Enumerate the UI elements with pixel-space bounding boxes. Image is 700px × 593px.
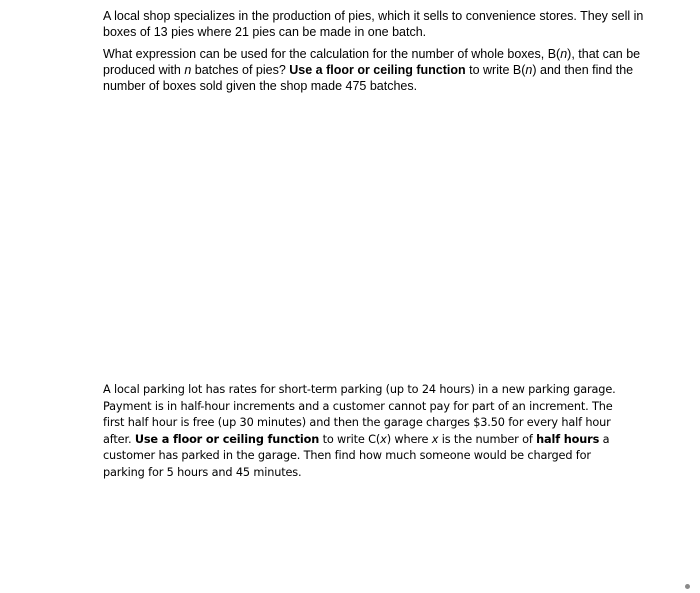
variable-n: n	[184, 63, 192, 77]
question-text: to write B(	[465, 63, 526, 77]
parking-garage-text	[103, 382, 633, 481]
variable-x: x	[380, 432, 387, 446]
problem-text: ) where	[386, 432, 432, 446]
pie-shop-problem	[103, 8, 663, 94]
bold-instruction: Use a floor or ceiling function	[289, 63, 466, 77]
problem-text: A local parking lot has rates for short-term parking (up to 24 hours) in a new parking garage. Payment is in half-hour increments and a customer cannot pay for part of an increment. The first half hour is free (up 30 minutes) and then the garage charges $3.50 for every half hour after.	[103, 383, 616, 446]
problem-text: is the number of	[438, 432, 537, 446]
problem-text: to write C(	[319, 432, 381, 446]
pie-shop-intro: A local shop specializes in the production of pies, which it sells to convenience stores. They sell in boxes of 13 pies where 21 pies can be made in one batch.	[103, 9, 644, 39]
bold-instruction: Use a floor or ceiling function	[134, 432, 320, 446]
pie-shop-question	[103, 46, 663, 94]
corner-dot	[685, 584, 690, 589]
question-text: What expression can be used for the calculation for the number of whole boxes, B(	[103, 47, 561, 61]
problem-text: a customer has parked in the garage. Then find how much someone would be charged for parking for 5 hours and 45 minutes.	[103, 432, 610, 479]
bold-term: half hours	[536, 432, 600, 446]
parking-garage-problem	[103, 382, 633, 481]
question-text: ), that can be produced with	[103, 47, 641, 77]
variable-x: x	[431, 432, 439, 446]
question-text: batches of pies?	[191, 63, 290, 77]
question-text: ) and then find the number of boxes sold given the shop made 475 batches.	[103, 63, 634, 93]
variable-n: n	[525, 63, 533, 77]
variable-n: n	[560, 47, 568, 61]
